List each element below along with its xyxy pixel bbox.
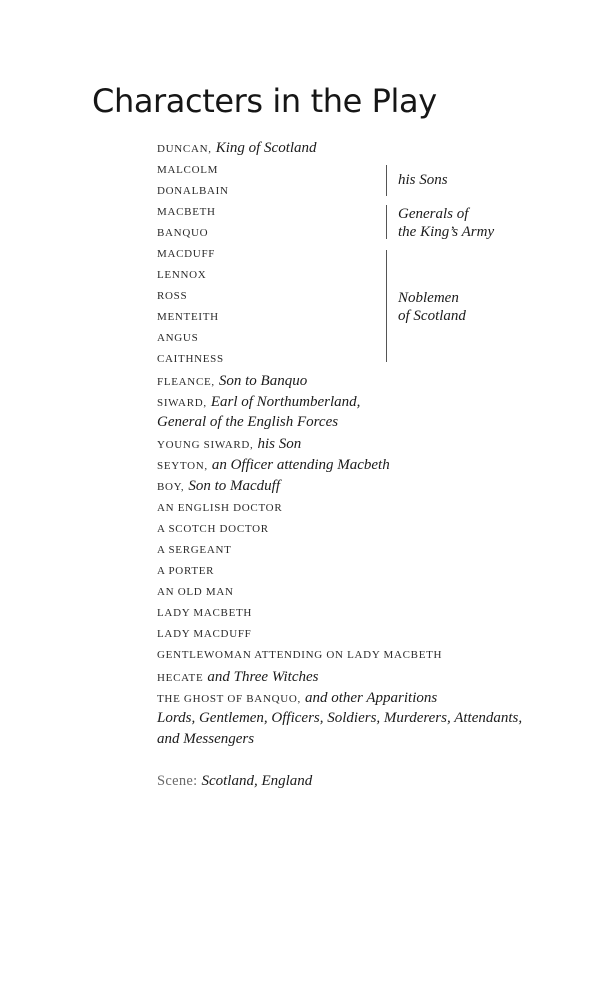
character-description: Earl of Northumberland, bbox=[210, 394, 361, 410]
character-name: CAITHNESS bbox=[157, 353, 224, 365]
character-name: DUNCAN, bbox=[157, 143, 212, 155]
character-entry bbox=[157, 457, 390, 473]
character-name: MENTEITH bbox=[157, 311, 219, 323]
character-name: GENTLEWOMAN ATTENDING ON LADY MACBETH bbox=[157, 649, 443, 661]
scene-line bbox=[157, 773, 312, 789]
character-name: MACBETH bbox=[157, 206, 216, 218]
scene-label: Scene: bbox=[157, 773, 198, 789]
character-name: YOUNG SIWARD, bbox=[157, 439, 254, 451]
character-entry bbox=[157, 478, 280, 494]
group-bracket bbox=[386, 165, 387, 196]
character-name: ROSS bbox=[157, 290, 188, 302]
character-entry bbox=[157, 140, 317, 156]
group-label-sons: his Sons bbox=[398, 172, 448, 188]
character-description: King of Scotland bbox=[215, 140, 317, 156]
group-label-line: of Scotland bbox=[398, 308, 466, 324]
character-name: LADY MACDUFF bbox=[157, 628, 252, 640]
character-name: AN OLD MAN bbox=[157, 586, 234, 598]
character-name: A SERGEANT bbox=[157, 544, 232, 556]
character-name: BANQUO bbox=[157, 227, 209, 239]
character-name: SIWARD, bbox=[157, 397, 207, 409]
character-name: ANGUS bbox=[157, 332, 199, 344]
character-name: A SCOTCH DOCTOR bbox=[157, 523, 269, 535]
character-name: BOY, bbox=[157, 481, 185, 493]
character-entry bbox=[157, 373, 307, 389]
character-description: his Son bbox=[257, 436, 302, 452]
character-name: MALCOLM bbox=[157, 164, 219, 176]
page-title: Characters in the Play bbox=[92, 82, 437, 120]
character-name: LENNOX bbox=[157, 269, 207, 281]
group-label-generals bbox=[398, 205, 494, 241]
character-description: and Three Witches bbox=[207, 669, 319, 685]
character-entry bbox=[157, 436, 301, 452]
character-name: DONALBAIN bbox=[157, 185, 229, 197]
group-label-line: Generals of bbox=[398, 206, 469, 222]
character-description: Lords, Gentlemen, Officers, Soldiers, Murderers, Attendants, bbox=[157, 710, 523, 726]
character-name: THE GHOST OF BANQUO, bbox=[157, 693, 301, 705]
group-label-line: Noblemen bbox=[398, 290, 459, 306]
character-name: LADY MACBETH bbox=[157, 607, 253, 619]
character-name: FLEANCE, bbox=[157, 376, 215, 388]
character-description: and Messengers bbox=[157, 731, 255, 747]
character-description: Son to Banquo bbox=[218, 373, 308, 389]
character-name: A PORTER bbox=[157, 565, 215, 577]
character-name: AN ENGLISH DOCTOR bbox=[157, 502, 283, 514]
group-label-line: the King’s Army bbox=[398, 224, 495, 240]
character-name: MACDUFF bbox=[157, 248, 216, 260]
group-bracket bbox=[386, 250, 387, 362]
character-name: SEYTON, bbox=[157, 460, 208, 472]
scene-value: Scotland, England bbox=[201, 773, 313, 789]
character-entry bbox=[157, 394, 360, 410]
character-description: General of the English Forces bbox=[157, 414, 339, 430]
character-name: HECATE bbox=[157, 672, 204, 684]
character-description: an Officer attending Macbeth bbox=[211, 457, 390, 473]
group-bracket bbox=[386, 205, 387, 239]
character-description: and other Apparitions bbox=[304, 690, 438, 706]
group-label-noblemen bbox=[398, 289, 466, 325]
character-description: Son to Macduff bbox=[188, 478, 281, 494]
character-entry bbox=[157, 690, 437, 706]
character-entry bbox=[157, 669, 318, 685]
